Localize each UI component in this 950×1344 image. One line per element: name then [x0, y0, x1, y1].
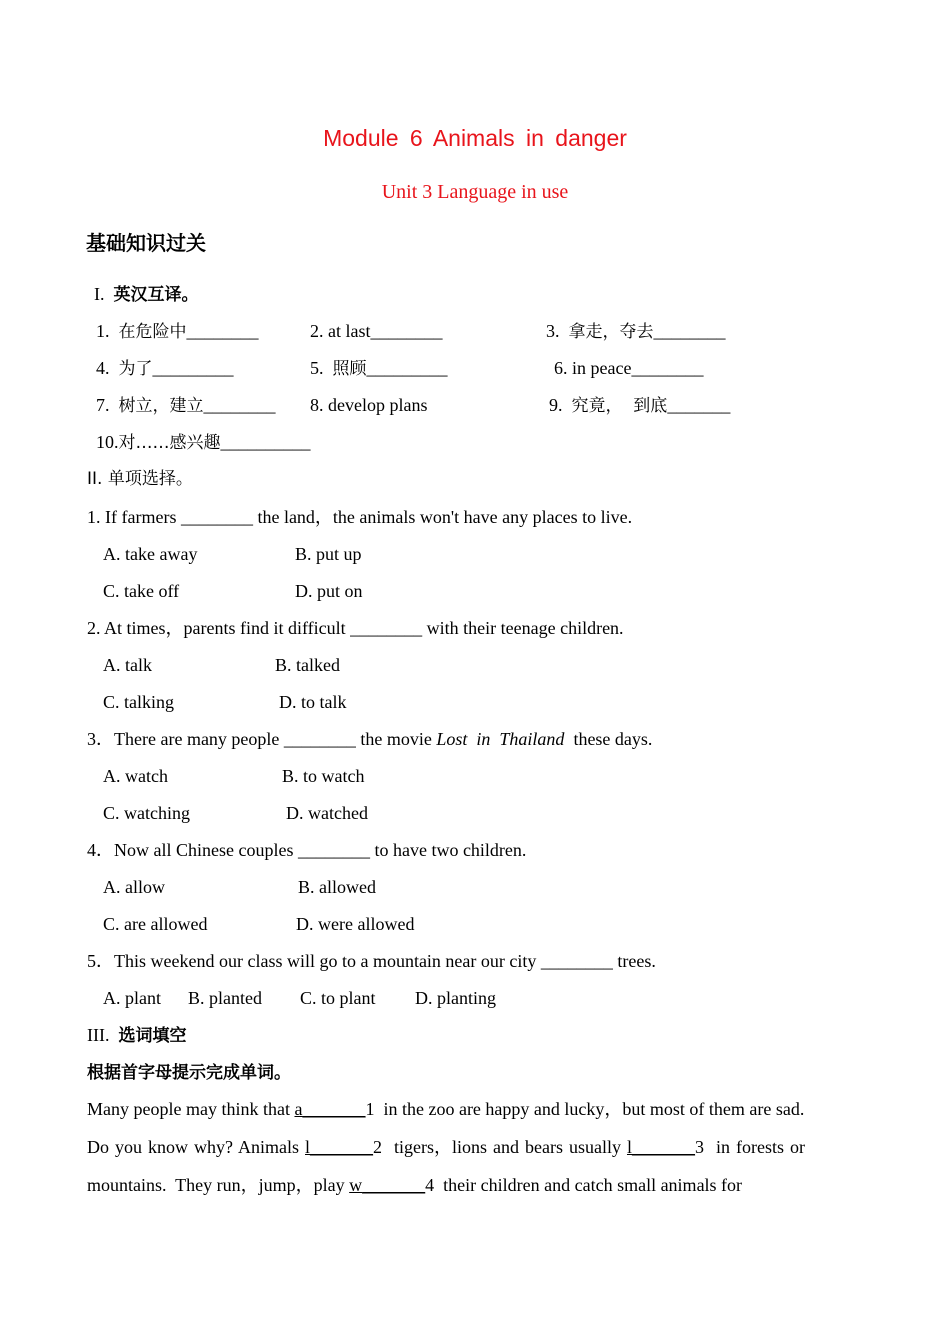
- part3-heading: III. 选词填空: [87, 1025, 187, 1046]
- option-2d[interactable]: D. to talk: [279, 692, 347, 712]
- option-4d[interactable]: D. were allowed: [296, 914, 415, 934]
- part1-item-3: 3. 拿走，夺去________: [546, 321, 726, 342]
- answer-blank[interactable]: ________: [653, 321, 726, 341]
- answer-blank[interactable]: ________: [186, 321, 259, 341]
- option-3b[interactable]: B. to watch: [282, 766, 365, 786]
- hint-blank-2[interactable]: l_______: [305, 1137, 374, 1157]
- part1-heading-num: I.: [94, 284, 105, 304]
- hint-blank-4[interactable]: w_______: [349, 1175, 426, 1195]
- part2-heading: II. 单项选择。: [87, 469, 193, 489]
- option-3a[interactable]: A. watch: [103, 766, 168, 786]
- option-1b[interactable]: B. put up: [295, 544, 362, 564]
- part1-heading-text: 英汉互译。: [113, 285, 199, 305]
- section-heading: 基础知识过关: [86, 231, 206, 255]
- passage-line-3: mountains. They run，jump，play w_______4 their children and catch small animals for: [87, 1175, 743, 1195]
- passage-line-2: Do you know why? Animals l_______2 tigers，lions and bears usually l_______3 in forests or: [87, 1137, 805, 1157]
- option-5c[interactable]: C. to plant: [300, 988, 376, 1008]
- part1-item-2: 2. at last________: [310, 321, 443, 341]
- question-2-stem: 2. At times，parents find it difficult ________ with their teenage children.: [87, 618, 624, 638]
- page-title: Module 6 Animals in danger: [323, 125, 627, 151]
- question-1-stem: 1. If farmers ________ the land，the animals won't have any places to live.: [87, 507, 633, 527]
- part1-item-8: 8. develop plans: [310, 395, 428, 415]
- option-1c[interactable]: C. take off: [103, 581, 180, 601]
- option-5d[interactable]: D. planting: [415, 988, 496, 1008]
- part1-heading: [94, 283, 199, 306]
- part3-instruction: 根据首字母提示完成单词。: [87, 1063, 291, 1083]
- option-3d[interactable]: D. watched: [286, 803, 368, 823]
- answer-blank[interactable]: _________: [152, 358, 234, 378]
- option-5a[interactable]: A. plant: [103, 988, 161, 1008]
- answer-blank[interactable]: ________: [203, 395, 276, 415]
- part1-item-5: 5. 照顾_________: [310, 358, 448, 379]
- part1-item-9: 9. 究竟， 到底_______: [549, 395, 731, 416]
- answer-blank[interactable]: _________: [366, 358, 448, 378]
- option-4a[interactable]: A. allow: [103, 877, 165, 897]
- part1-item-7: 7. 树立，建立________: [96, 395, 276, 416]
- answer-blank[interactable]: ________: [370, 321, 443, 341]
- answer-blank[interactable]: _______: [667, 395, 731, 415]
- hint-blank-3[interactable]: l_______: [626, 1137, 695, 1157]
- option-5b[interactable]: B. planted: [188, 988, 262, 1008]
- part1-item-6: 6. in peace________: [554, 358, 704, 378]
- option-4b[interactable]: B. allowed: [298, 877, 376, 897]
- option-4c[interactable]: C. are allowed: [103, 914, 208, 934]
- movie-title: Lost in Thailand: [436, 729, 565, 749]
- hint-blank-1[interactable]: a_______: [294, 1099, 366, 1119]
- option-1d[interactable]: D. put on: [295, 581, 363, 601]
- option-3c[interactable]: C. watching: [103, 803, 190, 823]
- answer-blank[interactable]: __________: [220, 432, 311, 452]
- question-5-stem: 5．This weekend our class will go to a mountain near our city ________ trees.: [87, 951, 656, 971]
- part1-item-10: 10.对……感兴趣__________: [96, 432, 311, 453]
- part1-item-1: 1. 在危险中________: [96, 321, 259, 342]
- option-2b[interactable]: B. talked: [275, 655, 340, 675]
- option-1a[interactable]: A. take away: [103, 544, 198, 564]
- page-subtitle: Unit 3 Language in use: [381, 181, 569, 203]
- question-4-stem: 4．Now all Chinese couples ________ to have two children.: [87, 840, 527, 860]
- part1-item-4: 4. 为了_________: [96, 358, 234, 379]
- question-3-stem: 3．There are many people ________ the movie Lost in Thailand these days.: [87, 729, 653, 749]
- answer-blank[interactable]: ________: [631, 358, 704, 378]
- passage-line-1: Many people may think that a_______1 in the zoo are happy and lucky，but most of them are sad.: [87, 1099, 805, 1119]
- option-2c[interactable]: C. talking: [103, 692, 174, 712]
- option-2a[interactable]: A. talk: [103, 655, 152, 675]
